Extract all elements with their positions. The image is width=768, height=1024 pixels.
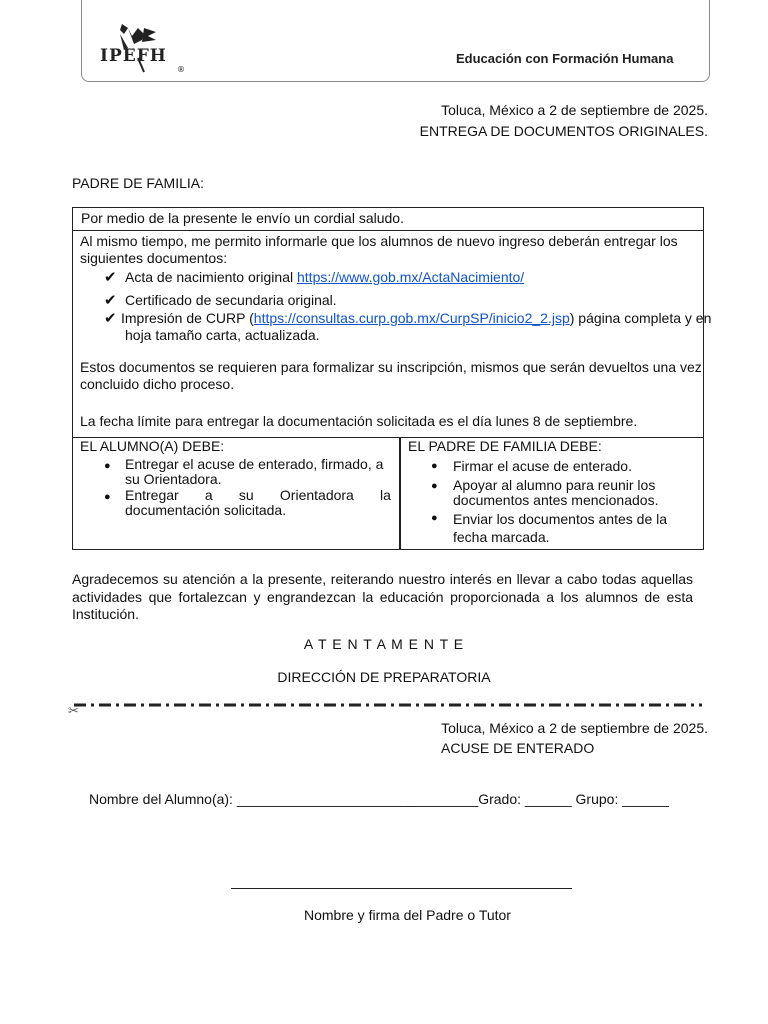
- word: la: [380, 487, 391, 503]
- group-label: Grupo:: [571, 791, 623, 807]
- thanks-line-2: actividades que fortalezcan y engrandezcan la educación proporcionada a los alumnos de esta: [72, 589, 693, 605]
- salutation: PADRE DE FAMILIA:: [72, 175, 204, 191]
- column-divider: [399, 438, 401, 549]
- cut-line: [66, 701, 702, 711]
- check-icon: ✔: [104, 310, 117, 327]
- greeting-row: [73, 208, 703, 231]
- student-item: [125, 457, 383, 487]
- signature-label: Nombre y firma del Padre o Tutor: [304, 907, 511, 923]
- closing-text: A T E N T A M E N T E: [303, 636, 465, 652]
- student-heading: EL ALUMNO(A) DEBE:: [80, 438, 225, 454]
- check-icon: ✔: [104, 292, 117, 309]
- word: Orientadora: [279, 487, 354, 503]
- parent-item: [453, 478, 658, 508]
- student-item-line: [125, 488, 391, 503]
- doc-item-birth-certificate: [125, 269, 524, 285]
- header-slogan: Educación con Formación Humana: [456, 51, 674, 66]
- word: Entregar: [125, 487, 179, 503]
- grade-field[interactable]: ______: [524, 791, 572, 807]
- parent-item-line: Enviar los documentos antes de la: [453, 511, 668, 527]
- intro-line-1: Al mismo tiempo, me permito informarle que los alumnos de nuevo ingreso deberán entregar los: [80, 233, 678, 249]
- thanks-line-1: Agradecemos su atención a la presente, reiterando nuestro interés en llevar a cabo todas aquellas: [72, 571, 693, 587]
- bullet-icon: ●: [104, 460, 111, 472]
- subject-line: ENTREGA DE DOCUMENTOS ORIGINALES.: [419, 123, 708, 139]
- registered-mark: ®: [177, 65, 185, 74]
- group-field[interactable]: ______: [622, 791, 669, 807]
- student-item-line: Entregar el acuse de enterado, firmado, a: [125, 456, 384, 472]
- student-name-field[interactable]: _______________________________: [236, 791, 479, 807]
- notice-table: [72, 207, 712, 550]
- birth-certificate-link[interactable]: https://www.gob.mx/ActaNacimiento/: [297, 269, 525, 285]
- student-item-line: documentación solicitada.: [125, 502, 287, 518]
- deadline-text: La fecha límite para entregar la documentación solicitada es el día lunes 8 de septiembre.: [80, 413, 638, 429]
- greeting-text: Por medio de la presente le envío un cordial saludo.: [81, 210, 404, 226]
- check-icon: ✔: [104, 269, 117, 286]
- student-item: [125, 488, 391, 518]
- receipt-date-line: Toluca, México a 2 de septiembre de 2025.: [441, 720, 708, 736]
- doc-item-text: Impresión de CURP (: [121, 310, 254, 326]
- doc-item-curp: [121, 310, 711, 326]
- student-name-label: Nombre del Alumno(a):: [89, 791, 237, 807]
- parent-item-line: documentos antes mencionados.: [453, 492, 659, 508]
- bullet-icon: ●: [431, 480, 438, 492]
- responsibilities-row: [73, 438, 703, 549]
- signature-department: DIRECCIÓN DE PREPARATORIA: [277, 669, 491, 685]
- doc-item-curp-line-2: hoja tamaño carta, actualizada.: [125, 327, 320, 343]
- parent-item-line: fecha marcada.: [453, 529, 550, 545]
- student-item-line: su Orientadora.: [125, 471, 222, 487]
- doc-item-text: ) página completa y en: [569, 310, 712, 326]
- grade-label: Grado:: [478, 791, 525, 807]
- intro-line-2: siguientes documentos:: [80, 250, 228, 266]
- parent-item: [453, 510, 667, 546]
- parent-item: Firmar el acuse de enterado.: [453, 458, 632, 474]
- signature-line[interactable]: [231, 888, 572, 889]
- student-info-line: [89, 791, 669, 807]
- logo-wordmark: IPEFH: [100, 46, 167, 66]
- word: su: [238, 487, 254, 503]
- date-line: Toluca, México a 2 de septiembre de 2025.: [441, 102, 708, 118]
- documents-row: [73, 231, 712, 438]
- purpose-line-1: Estos documentos se requieren para formalizar su inscripción, mismos que serán devueltos una vez: [80, 359, 702, 375]
- thanks-line-3: Institución.: [72, 606, 139, 622]
- word: a: [204, 487, 213, 503]
- bullet-icon: ●: [431, 512, 438, 524]
- curp-link[interactable]: https://consultas.curp.gob.mx/CurpSP/inicio2_2.jsp: [253, 310, 570, 326]
- doc-item-secondary-certificate: Certificado de secundaria original.: [125, 292, 337, 308]
- scissors-icon: ✂: [68, 703, 79, 718]
- purpose-line-2: concluido dicho proceso.: [80, 376, 235, 392]
- doc-item-text: Acta de nacimiento original: [125, 269, 294, 285]
- parent-heading: EL PADRE DE FAMILIA DEBE:: [408, 438, 602, 454]
- bullet-icon: ●: [104, 491, 111, 503]
- parent-item-line: Apoyar al alumno para reunir los: [453, 477, 656, 493]
- receipt-title: ACUSE DE ENTERADO: [441, 740, 595, 756]
- bullet-icon: ●: [431, 460, 438, 472]
